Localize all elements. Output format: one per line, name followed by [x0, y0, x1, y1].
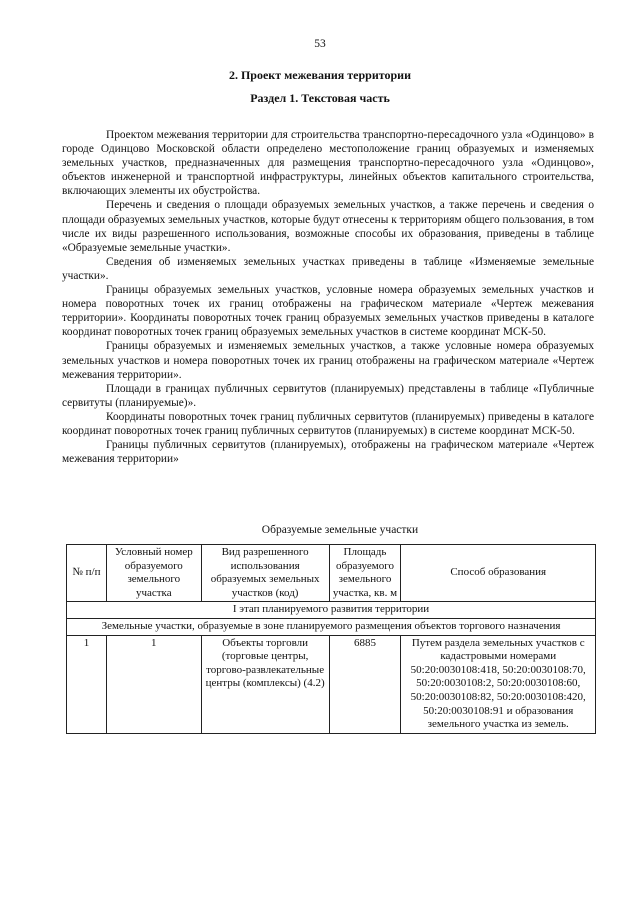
table-stage-row	[67, 602, 596, 619]
cell-formation-method: Путем раздела земельных участков с кадастровыми номерами 50:20:0030108:418, 50:20:0030108:70, 50:20:0030108:2, 50:20:0030108:60, 50:20:0030108:82, 50:20:0030108:420, 50:20:0030108:91 и образования земельного участка из земель.	[401, 635, 596, 733]
paragraph: Площади в границах публичных сервитутов (планируемых) представлены в таблице «Публичные сервитуты (планируемые)».	[62, 382, 594, 409]
paragraph: Границы образуемых земельных участков, условные номера образуемых земельных участков и номера поворотных точек их границ отображены на графическом материале «Чертеж межевания территории». Координаты поворотных точек границ образуемых земельных участков приведены в каталоге координат поворотных точек границ образуемых земельных участков в системе координат МСК-50.	[62, 284, 594, 339]
header-formation-method: Способ образования	[401, 545, 596, 602]
subsection-title: Раздел 1. Текстовая часть	[250, 91, 390, 105]
table-row	[67, 635, 596, 733]
stage-label: I этап планируемого развития территории	[67, 602, 596, 619]
page-number: 53	[314, 38, 326, 50]
cell-conditional-number: 1	[106, 635, 201, 733]
header-num: № п/п	[67, 545, 107, 602]
table-header-row	[67, 545, 596, 602]
paragraph: Перечень и сведения о площади образуемых земельных участков, а также перечень и сведения о площади образуемых земельных участков, которые будут отнесены к территориям общего пользования, в том числе их виды разрешенного использования, возможные способы их образования, приведены в таблице «Образуемые земельные участки».	[62, 199, 594, 254]
paragraph: Сведения об изменяемых земельных участках приведены в таблице «Изменяемые земельные участки».	[62, 255, 594, 282]
header-conditional-number: Условный номер образуемого земельного участка	[106, 545, 201, 602]
paragraph: Границы публичных сервитутов (планируемых), отображены на графическом материале «Чертеж межевания территории»	[62, 439, 594, 466]
cell-use-type: Объекты торговли (торговые центры, торгово-развлекательные центры (комплексы) (4.2)	[201, 635, 329, 733]
parcels-table	[66, 544, 596, 734]
paragraph: Координаты поворотных точек границ публичных сервитутов (планируемых) приведены в каталоге координат поворотных точек границ публичных сервитутов (планируемых) в системе координат МСК-50.	[62, 410, 594, 437]
paragraph: Проектом межевания территории для строительства транспортно-пересадочного узла «Одинцово» в городе Одинцово Московской области определено местоположение границ образуемых и изменяемых земельных участков, предназначенных для размещения транспортно-пересадочного узла «Одинцово», объектов инженерной и транспортной инфраструктуры, линейных объектов капитального строительства, включающих элементы их обустройства.	[62, 129, 594, 198]
cell-num: 1	[67, 635, 107, 733]
cell-area: 6885	[329, 635, 401, 733]
group-label: Земельные участки, образуемые в зоне планируемого размещения объектов торгового назначения	[67, 618, 596, 635]
section-title: 2. Проект межевания территории	[228, 68, 412, 82]
paragraph: Границы образуемых и изменяемых земельных участков, а также условные номера образуемых земельных участков и номера поворотных точек их границ отображены на графическом материале «Чертеж межевания территории».	[62, 340, 594, 381]
table-caption: Образуемые земельные участки	[261, 524, 419, 536]
table-group-row	[67, 618, 596, 635]
header-area: Площадь образуемого земельного участка, кв. м	[329, 545, 401, 602]
body-text	[62, 128, 594, 466]
header-use-type: Вид разрешенного использования образуемых земельных участков (код)	[201, 545, 329, 602]
